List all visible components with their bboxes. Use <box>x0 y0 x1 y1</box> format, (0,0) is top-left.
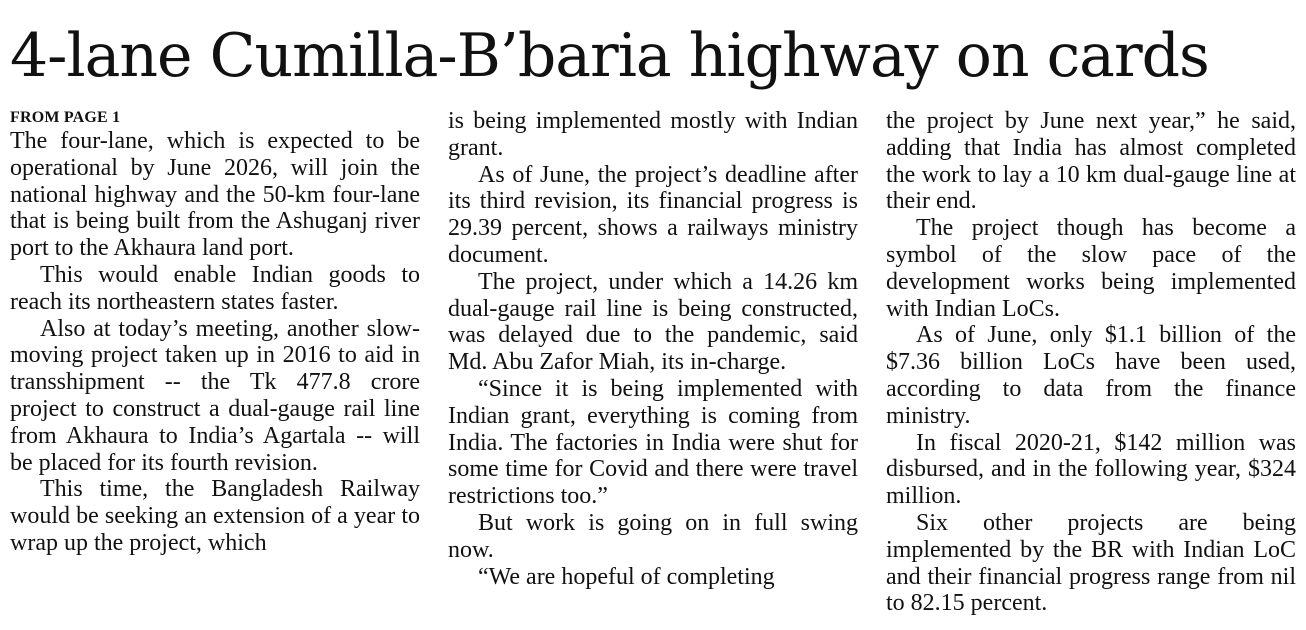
paragraph: “We are hopeful of completing <box>478 563 775 590</box>
paragraph: But work is going on in full swing now. <box>448 509 858 563</box>
paragraph: the project by June next year,” he said, adding that India has almost completed the work to lay a 10 km dual-gauge line at their end. <box>886 108 1296 215</box>
paragraph: In fiscal 2020-21, $142 million was disbursed, and in the following year, $324 million. <box>886 429 1296 510</box>
continuation-kicker: FROM PAGE 1 <box>10 109 121 126</box>
headline: 4-lane Cumilla-B’baria highway on cards <box>10 21 1209 91</box>
paragraph: Six other projects are being implemented by the BR with Indian LoC and their financial progress range from nil to 82.15 percent. <box>886 509 1296 617</box>
paragraph: This would enable Indian goods to reach its northeastern states faster. <box>10 261 420 315</box>
article-column-1 <box>10 108 420 557</box>
paragraph: is being implemented mostly with Indian grant. <box>448 108 858 161</box>
paragraph: The project though has become a symbol of the slow pace of the development works being implemented with Indian LoCs. <box>886 215 1296 322</box>
article-column-2 <box>448 108 858 590</box>
paragraph: The project, under which a 14.26 km dual-gauge rail line is being constructed, was delayed due to the pandemic, said Md. Abu Zafor Miah, its in-charge. <box>448 268 858 376</box>
paragraph: The four-lane, which is expected to be operational by June 2026, will join the national highway and the 50-km four-lane that is being built from the Ashuganj river port to the Akhaura land port. <box>10 128 420 262</box>
paragraph: As of June, only $1.1 billion of the $7.36 billion LoCs have been used, according to data from the finance ministry. <box>886 322 1296 429</box>
paragraph: As of June, the project’s deadline after its third revision, its financial progress is 29.39 percent, shows a railways ministry document. <box>448 161 858 268</box>
paragraph: This time, the Bangladesh Railway would be seeking an extension of a year to wrap up the project, which <box>10 476 420 556</box>
article-column-3 <box>886 108 1296 617</box>
paragraph: Also at today’s meeting, another slow-moving project taken up in 2016 to aid in transshipment -- the Tk 477.8 crore project to construct a dual-gauge rail line from Akhaura to India’s Agartala -- will be placed for its fourth revision. <box>10 315 420 476</box>
paragraph: “Since it is being implemented with Indian grant, everything is coming from India. The factories in India were shut for some time for Covid and there were travel restrictions too.” <box>448 375 858 510</box>
